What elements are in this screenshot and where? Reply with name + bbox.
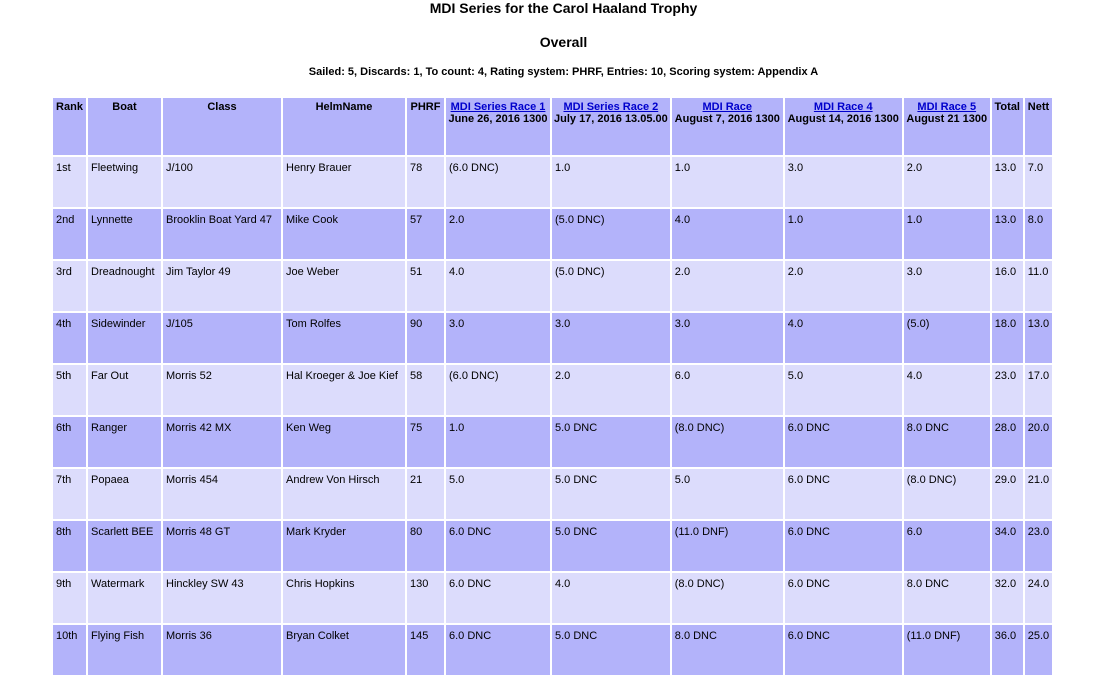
race-1-score: 6.0 DNC bbox=[446, 573, 550, 623]
nett-cell: 17.0 bbox=[1025, 365, 1052, 415]
col-rank: Rank bbox=[53, 98, 86, 155]
helm-cell: Bryan Colket bbox=[283, 625, 405, 675]
class-cell: Morris 48 GT bbox=[163, 521, 281, 571]
race-1-score: (6.0 DNC) bbox=[446, 157, 550, 207]
boat-cell: Far Out bbox=[88, 365, 161, 415]
rank-cell: 3rd bbox=[53, 261, 86, 311]
rank-cell: 2nd bbox=[53, 209, 86, 259]
col-helm: HelmName bbox=[283, 98, 405, 155]
rank-cell: 1st bbox=[53, 157, 86, 207]
col-boat: Boat bbox=[88, 98, 161, 155]
total-cell: 13.0 bbox=[992, 209, 1023, 259]
race-2-link[interactable]: MDI Series Race 2 bbox=[563, 101, 659, 113]
race-3-date: August 7, 2016 1300 bbox=[674, 113, 780, 125]
class-cell: Morris 42 MX bbox=[163, 417, 281, 467]
race-4-link[interactable]: MDI Race 4 bbox=[813, 101, 873, 113]
boat-cell: Sidewinder bbox=[88, 313, 161, 363]
phrf-cell: 57 bbox=[407, 209, 444, 259]
phrf-cell: 78 bbox=[407, 157, 444, 207]
col-race-2 bbox=[552, 98, 670, 155]
race-3-link[interactable]: MDI Race bbox=[702, 101, 753, 113]
nett-cell: 25.0 bbox=[1025, 625, 1052, 675]
nett-cell: 13.0 bbox=[1025, 313, 1052, 363]
total-cell: 18.0 bbox=[992, 313, 1023, 363]
race-2-score: 2.0 bbox=[552, 365, 670, 415]
total-cell: 34.0 bbox=[992, 521, 1023, 571]
race-5-score: 8.0 DNC bbox=[904, 573, 990, 623]
race-4-score: 2.0 bbox=[785, 261, 902, 311]
header-row bbox=[53, 98, 1052, 155]
phrf-cell: 21 bbox=[407, 469, 444, 519]
race-1-score: (6.0 DNC) bbox=[446, 365, 550, 415]
race-2-score: (5.0 DNC) bbox=[552, 209, 670, 259]
rank-cell: 4th bbox=[53, 313, 86, 363]
race-5-score: (8.0 DNC) bbox=[904, 469, 990, 519]
col-race-1 bbox=[446, 98, 550, 155]
race-4-date: August 14, 2016 1300 bbox=[787, 113, 899, 125]
helm-cell: Mike Cook bbox=[283, 209, 405, 259]
race-5-score: (5.0) bbox=[904, 313, 990, 363]
helm-cell: Hal Kroeger & Joe Kief bbox=[283, 365, 405, 415]
table-row bbox=[53, 417, 1052, 467]
race-5-link[interactable]: MDI Race 5 bbox=[917, 101, 977, 113]
race-5-score: 1.0 bbox=[904, 209, 990, 259]
race-1-score: 6.0 DNC bbox=[446, 521, 550, 571]
race-5-score: (11.0 DNF) bbox=[904, 625, 990, 675]
table-row bbox=[53, 157, 1052, 207]
helm-cell: Ken Weg bbox=[283, 417, 405, 467]
boat-cell: Scarlett BEE bbox=[88, 521, 161, 571]
race-1-score: 3.0 bbox=[446, 313, 550, 363]
race-5-score: 3.0 bbox=[904, 261, 990, 311]
race-1-score: 4.0 bbox=[446, 261, 550, 311]
class-cell: Jim Taylor 49 bbox=[163, 261, 281, 311]
class-cell: J/105 bbox=[163, 313, 281, 363]
table-row bbox=[53, 261, 1052, 311]
col-nett: Nett bbox=[1025, 98, 1052, 155]
race-1-date: June 26, 2016 1300 bbox=[448, 113, 548, 125]
class-cell: Morris 52 bbox=[163, 365, 281, 415]
table-row bbox=[53, 573, 1052, 623]
race-4-score: 6.0 DNC bbox=[785, 573, 902, 623]
race-3-score: (8.0 DNC) bbox=[672, 573, 783, 623]
rank-cell: 10th bbox=[53, 625, 86, 675]
table-row bbox=[53, 521, 1052, 571]
total-cell: 32.0 bbox=[992, 573, 1023, 623]
race-2-score: 5.0 DNC bbox=[552, 625, 670, 675]
race-2-score: 4.0 bbox=[552, 573, 670, 623]
race-2-score: (5.0 DNC) bbox=[552, 261, 670, 311]
total-cell: 36.0 bbox=[992, 625, 1023, 675]
race-4-score: 6.0 DNC bbox=[785, 521, 902, 571]
phrf-cell: 145 bbox=[407, 625, 444, 675]
rank-cell: 7th bbox=[53, 469, 86, 519]
race-5-score: 2.0 bbox=[904, 157, 990, 207]
page-subtitle: Overall bbox=[539, 34, 588, 50]
boat-cell: Dreadnought bbox=[88, 261, 161, 311]
class-cell: Morris 454 bbox=[163, 469, 281, 519]
results-body bbox=[53, 157, 1052, 675]
nett-cell: 23.0 bbox=[1025, 521, 1052, 571]
rank-cell: 6th bbox=[53, 417, 86, 467]
race-2-score: 5.0 DNC bbox=[552, 469, 670, 519]
race-1-score: 1.0 bbox=[446, 417, 550, 467]
class-cell: Hinckley SW 43 bbox=[163, 573, 281, 623]
phrf-cell: 51 bbox=[407, 261, 444, 311]
race-1-score: 5.0 bbox=[446, 469, 550, 519]
nett-cell: 7.0 bbox=[1025, 157, 1052, 207]
results-table bbox=[51, 96, 1054, 677]
race-4-score: 6.0 DNC bbox=[785, 417, 902, 467]
phrf-cell: 75 bbox=[407, 417, 444, 467]
total-cell: 28.0 bbox=[992, 417, 1023, 467]
table-row bbox=[53, 365, 1052, 415]
race-2-date: July 17, 2016 13.05.00 bbox=[554, 113, 668, 125]
race-4-score: 6.0 DNC bbox=[785, 469, 902, 519]
nett-cell: 21.0 bbox=[1025, 469, 1052, 519]
race-4-score: 4.0 bbox=[785, 313, 902, 363]
race-5-score: 4.0 bbox=[904, 365, 990, 415]
helm-cell: Henry Brauer bbox=[283, 157, 405, 207]
race-2-score: 3.0 bbox=[552, 313, 670, 363]
total-cell: 13.0 bbox=[992, 157, 1023, 207]
boat-cell: Lynnette bbox=[88, 209, 161, 259]
boat-cell: Flying Fish bbox=[88, 625, 161, 675]
phrf-cell: 80 bbox=[407, 521, 444, 571]
nett-cell: 20.0 bbox=[1025, 417, 1052, 467]
race-2-score: 1.0 bbox=[552, 157, 670, 207]
race-1-score: 6.0 DNC bbox=[446, 625, 550, 675]
race-3-score: 2.0 bbox=[672, 261, 783, 311]
nett-cell: 11.0 bbox=[1025, 261, 1052, 311]
rank-cell: 5th bbox=[53, 365, 86, 415]
col-race-3 bbox=[672, 98, 783, 155]
race-3-score: (8.0 DNC) bbox=[672, 417, 783, 467]
class-cell: J/100 bbox=[163, 157, 281, 207]
race-3-score: 3.0 bbox=[672, 313, 783, 363]
rank-cell: 8th bbox=[53, 521, 86, 571]
table-row bbox=[53, 209, 1052, 259]
race-4-score: 3.0 bbox=[785, 157, 902, 207]
helm-cell: Tom Rolfes bbox=[283, 313, 405, 363]
race-5-score: 6.0 bbox=[904, 521, 990, 571]
boat-cell: Popaea bbox=[88, 469, 161, 519]
phrf-cell: 58 bbox=[407, 365, 444, 415]
race-4-score: 5.0 bbox=[785, 365, 902, 415]
race-5-date: August 21 1300 bbox=[906, 113, 988, 125]
boat-cell: Fleetwing bbox=[88, 157, 161, 207]
col-race-5 bbox=[904, 98, 990, 155]
total-cell: 29.0 bbox=[992, 469, 1023, 519]
race-3-score: 1.0 bbox=[672, 157, 783, 207]
nett-cell: 24.0 bbox=[1025, 573, 1052, 623]
race-3-score: 8.0 DNC bbox=[672, 625, 783, 675]
table-row bbox=[53, 313, 1052, 363]
race-4-score: 1.0 bbox=[785, 209, 902, 259]
race-3-score: 5.0 bbox=[672, 469, 783, 519]
class-cell: Morris 36 bbox=[163, 625, 281, 675]
race-3-score: (11.0 DNF) bbox=[672, 521, 783, 571]
table-row bbox=[53, 625, 1052, 675]
rank-cell: 9th bbox=[53, 573, 86, 623]
helm-cell: Mark Kryder bbox=[283, 521, 405, 571]
race-1-link[interactable]: MDI Series Race 1 bbox=[450, 101, 546, 113]
col-phrf: PHRF bbox=[407, 98, 444, 155]
race-2-score: 5.0 DNC bbox=[552, 417, 670, 467]
page-title: MDI Series for the Carol Haaland Trophy bbox=[429, 0, 698, 16]
race-4-score: 6.0 DNC bbox=[785, 625, 902, 675]
race-1-score: 2.0 bbox=[446, 209, 550, 259]
boat-cell: Ranger bbox=[88, 417, 161, 467]
race-3-score: 4.0 bbox=[672, 209, 783, 259]
race-5-score: 8.0 DNC bbox=[904, 417, 990, 467]
race-2-score: 5.0 DNC bbox=[552, 521, 670, 571]
series-summary: Sailed: 5, Discards: 1, To count: 4, Rating system: PHRF, Entries: 10, Scoring system: Appendix A bbox=[308, 66, 819, 78]
boat-cell: Watermark bbox=[88, 573, 161, 623]
total-cell: 16.0 bbox=[992, 261, 1023, 311]
phrf-cell: 90 bbox=[407, 313, 444, 363]
col-race-4 bbox=[785, 98, 902, 155]
helm-cell: Joe Weber bbox=[283, 261, 405, 311]
col-total: Total bbox=[992, 98, 1023, 155]
col-class: Class bbox=[163, 98, 281, 155]
phrf-cell: 130 bbox=[407, 573, 444, 623]
table-row bbox=[53, 469, 1052, 519]
helm-cell: Chris Hopkins bbox=[283, 573, 405, 623]
race-3-score: 6.0 bbox=[672, 365, 783, 415]
total-cell: 23.0 bbox=[992, 365, 1023, 415]
class-cell: Brooklin Boat Yard 47 bbox=[163, 209, 281, 259]
nett-cell: 8.0 bbox=[1025, 209, 1052, 259]
helm-cell: Andrew Von Hirsch bbox=[283, 469, 405, 519]
